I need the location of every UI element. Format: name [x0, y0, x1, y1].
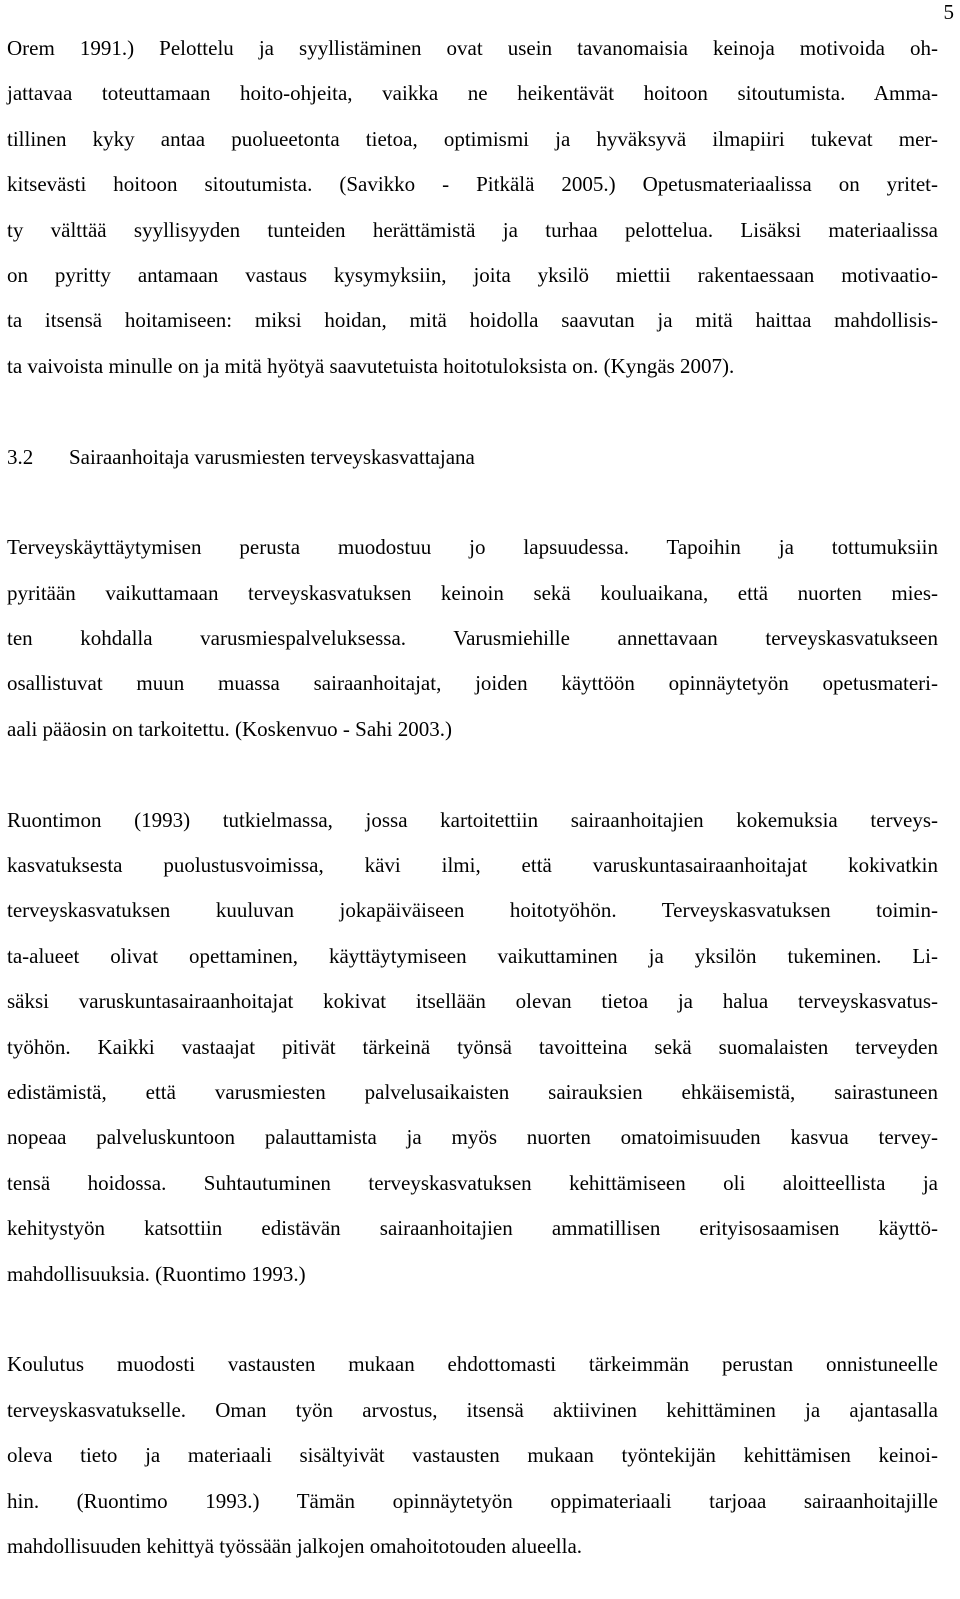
text-line: kehitystyön katsottiin edistävän sairaanhoitajien ammatillisen erityisosaamisen käyttö-: [7, 1216, 938, 1241]
section-heading: [7, 435, 938, 480]
text-line: Orem 1991.) Pelottelu ja syyllistäminen ovat usein tavanomaisia keinoja motivoida oh-: [7, 36, 938, 60]
body-paragraph: [7, 1342, 938, 1569]
text-line: ty välttää syyllisyyden tunteiden herättämistä ja turhaa pelottelua. Lisäksi materiaalissa: [7, 217, 938, 242]
document-body: [7, 26, 938, 1569]
text-line: terveyskasvatuksen kuuluvan jokapäiväiseen hoitotyöhön. Terveyskasvatuksen toimin-: [7, 898, 938, 923]
text-line: tillinen kyky antaa puolueetonta tietoa, optimismi ja hyväksyvä ilmapiiri tukevat mer-: [7, 126, 938, 151]
text-line: ten kohdalla varusmiespalveluksessa. Varusmiehille annettavaan terveyskasvatukseen: [7, 626, 938, 651]
text-line: nopeaa palveluskuntoon palauttamista ja myös nuorten omatoimisuuden kasvua tervey-: [7, 1125, 938, 1150]
text-line: osallistuvat muun muassa sairaanhoitajat, joiden käyttöön opinnäytetyön opetusmateri-: [7, 671, 938, 696]
paragraph-gap: [7, 1297, 938, 1342]
section-title: Sairaanhoitaja varusmiesten terveyskasvattajana: [69, 444, 475, 469]
text-line: aali pääosin on tarkoitettu. (Koskenvuo - Sahi 2003.): [7, 716, 452, 741]
body-paragraph: [7, 26, 938, 389]
text-line: oleva tieto ja materiaali sisältyivät vastausten mukaan työntekijän kehittämisen keinoi-: [7, 1443, 938, 1468]
paragraph-gap: [7, 480, 938, 525]
body-paragraph: [7, 798, 938, 1297]
paragraph-gap: [7, 389, 938, 434]
paragraph-gap: [7, 752, 938, 797]
text-line: työhön. Kaikki vastaajat pitivät tärkeinä työnsä tavoitteina sekä suomalaisten terveyden: [7, 1034, 938, 1059]
text-line: Ruontimon (1993) tutkielmassa, jossa kartoitettiin sairaanhoitajien kokemuksia terveys-: [7, 807, 938, 832]
text-line: mahdollisuuden kehittyä työssään jalkojen omahoitotouden alueella.: [7, 1533, 583, 1558]
text-line: tensä hoidossa. Suhtautuminen terveyskasvatuksen kehittämiseen oli aloitteellista ja: [7, 1170, 938, 1195]
text-line: säksi varuskuntasairaanhoitajat kokivat itsellään olevan tietoa ja halua terveyskasvatus-: [7, 989, 938, 1014]
text-line: pyritään vaikuttamaan terveyskasvatuksen keinoin sekä kouluaikana, että nuorten mies-: [7, 580, 938, 605]
section-number: 3.2: [7, 444, 34, 469]
text-line: kitsevästi hoitoon sitoutumista. (Savikko - Pitkälä 2005.) Opetusmateriaalissa on yritet-: [7, 172, 938, 197]
text-line: ta itsensä hoitamiseen: miksi hoidan, mitä hoidolla saavutan ja mitä haittaa mahdollisis-: [7, 308, 938, 333]
page-number: 5: [943, 0, 954, 24]
text-line: on pyritty antamaan vastaus kysymyksiin, joita yksilö miettii rakentaessaan motivaatio-: [7, 262, 938, 287]
text-line: Koulutus muodosti vastausten mukaan ehdottomasti tärkeimmän perustan onnistuneelle: [7, 1352, 938, 1377]
text-line: terveyskasvatukselle. Oman työn arvostus, itsensä aktiivinen kehittäminen ja ajantasalla: [7, 1397, 938, 1422]
text-line: jattavaa toteuttamaan hoito-ohjeita, vaikka ne heikentävät hoitoon sitoutumista. Amma-: [7, 81, 938, 106]
text-line: edistämistä, että varusmiesten palvelusaikaisten sairauksien ehkäisemistä, sairastuneen: [7, 1079, 938, 1104]
text-line: mahdollisuuksia. (Ruontimo 1993.): [7, 1261, 306, 1286]
text-line: kasvatuksesta puolustusvoimissa, kävi ilmi, että varuskuntasairaanhoitajat kokivatkin: [7, 853, 938, 878]
text-line: Terveyskäyttäytymisen perusta muodostuu jo lapsuudessa. Tapoihin ja tottumuksiin: [7, 535, 938, 560]
text-line: ta-alueet olivat opettaminen, käyttäytymiseen vaikuttaminen ja yksilön tukeminen. Li-: [7, 943, 938, 968]
text-line: hin. (Ruontimo 1993.) Tämän opinnäytetyön oppimateriaali tarjoaa sairaanhoitajille: [7, 1488, 938, 1513]
text-line: ta vaivoista minulle on ja mitä hyötyä saavutetuista hoitotuloksista on. (Kyngäs 2007).: [7, 353, 735, 378]
body-paragraph: [7, 525, 938, 752]
